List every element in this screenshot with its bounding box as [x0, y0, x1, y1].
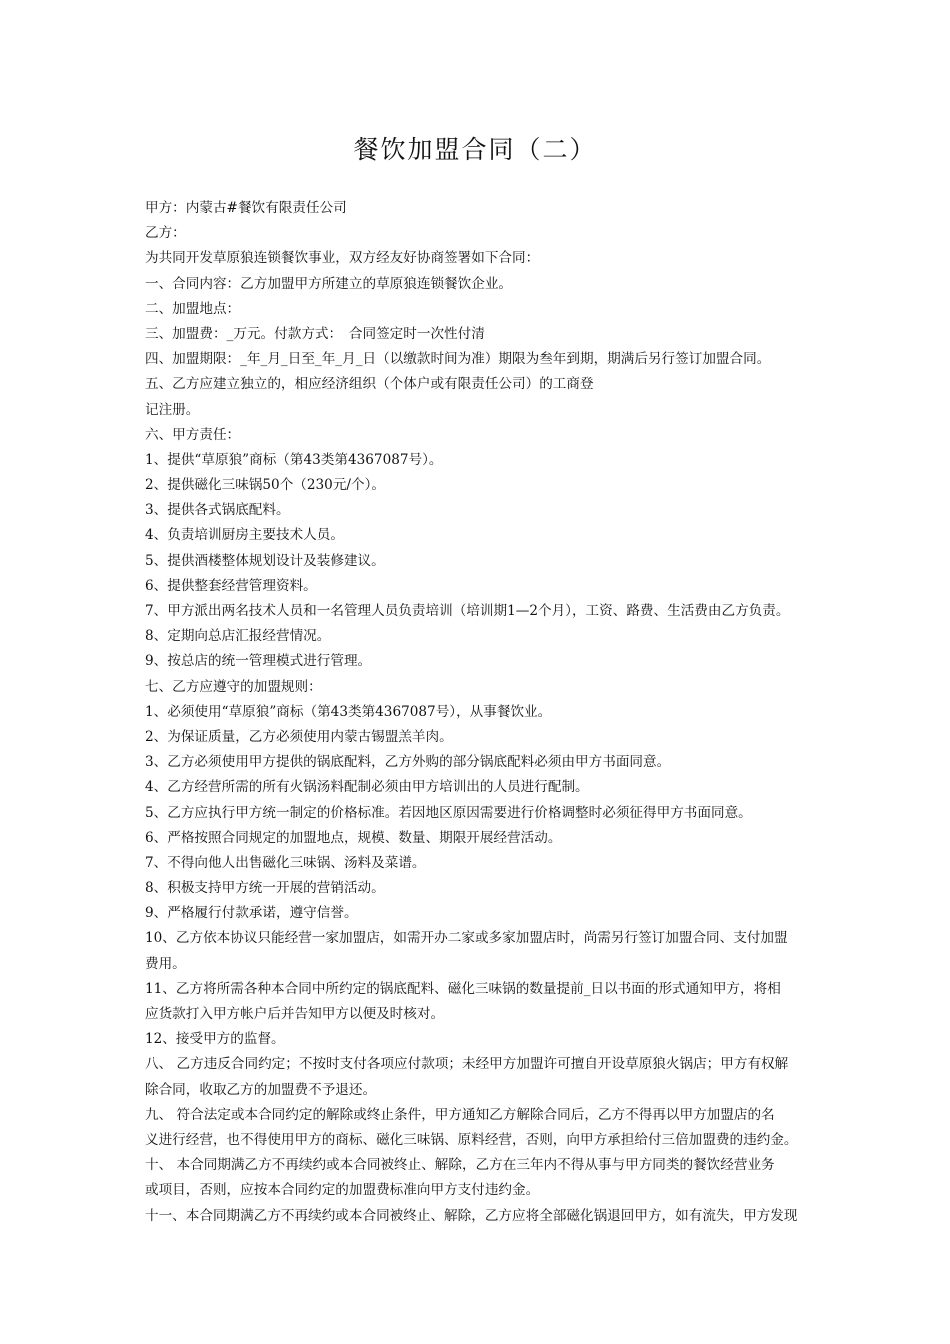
text-line: 为共同开发草原狼连锁餐饮事业，双方经友好协商签署如下合同：: [145, 250, 540, 267]
text-line: 甲方：内蒙古#餐饮有限责任公司: [145, 200, 347, 216]
text-line: 一、合同内容：乙方加盟甲方所建立的草原狼连锁餐饮企业。: [145, 275, 513, 292]
text-line: 2、为保证质量，乙方必须使用内蒙古锡盟羔羊肉。: [145, 728, 453, 745]
text-line: 乙方：: [145, 225, 186, 242]
text-line: 费用。: [145, 955, 186, 972]
text-line: 8、定期向总店汇报经营情况。: [145, 628, 331, 645]
text-line: 4、乙方经营所需的所有火锅汤料配制必须由甲方培训出的人员进行配制。: [145, 779, 589, 796]
text-line: 九、 符合法定或本合同约定的解除或终止条件，甲方通知乙方解除合同后，乙方不得再以甲方加盟店的名: [145, 1106, 775, 1123]
text-line: 除合同，收取乙方的加盟费不予退还。: [145, 1081, 377, 1098]
text-line: 4、负责培训厨房主要技术人员。: [145, 527, 344, 544]
text-line: 五、乙方应建立独立的，相应经济组织（个体户或有限责任公司）的工商登: [145, 376, 594, 393]
text-line: 9、按总店的统一管理模式进行管理。: [145, 653, 372, 670]
text-line: 12、接受甲方的监督。: [145, 1031, 285, 1048]
text-line: 三、加盟费：_万元。付款方式： 合同签定时一次性付清: [145, 325, 485, 342]
text-line: 5、提供酒楼整体规划设计及装修建议。: [145, 552, 385, 569]
document-title: 餐饮加盟合同（二）: [353, 135, 597, 164]
text-line: 四、加盟期限：_年_月_日至_年_月_日（以缴款时间为准）期限为叁年到期，期满后另行签订加盟合同。: [145, 351, 771, 368]
text-line: 2、提供磁化三味锅50个（230元/个）。: [145, 477, 385, 494]
text-line: 10、乙方依本协议只能经营一家加盟店，如需开办二家或多家加盟店时，尚需另行签订加盟合同、支付加盟: [145, 930, 788, 947]
document-body: [145, 196, 810, 1229]
text-line: 1、提供“草原狼”商标（第43类第4367087号）。: [145, 451, 443, 468]
text-line: 义进行经营，也不得使用甲方的商标、磁化三味锅、原料经营，否则，向甲方承担给付三倍加盟费的违约金。: [145, 1131, 798, 1148]
text-line: 应货款打入甲方帐户后并告知甲方以便及时核对。: [145, 1006, 445, 1022]
text-line: 7、不得向他人出售磁化三味锅、汤料及菜谱。: [145, 854, 426, 871]
text-line: 1、必须使用“草原狼”商标（第43类第4367087号），从事餐饮业。: [145, 703, 552, 720]
text-line: 11、乙方将所需各种本合同中所约定的锅底配料、磁化三味锅的数量提前_日以书面的形式通知甲方，将相: [145, 980, 781, 997]
text-line: 7、甲方派出两名技术人员和一名管理人员负责培训（培训期1—2个月），工资、路费、生活费由乙方负责。: [145, 603, 790, 619]
text-line: 十一、本合同期满乙方不再续约或本合同被终止、解除，乙方应将全部磁化锅退回甲方，如有流失，甲方发现: [145, 1207, 798, 1224]
text-line: 6、提供整套经营管理资料。: [145, 577, 317, 594]
text-line: 六、甲方责任：: [145, 426, 241, 443]
text-line: 6、严格按照合同规定的加盟地点，规模、数量、期限开展经营活动。: [145, 829, 562, 846]
text-line: 或项目，否则，应按本合同约定的加盟费标准向甲方支付违约金。: [145, 1182, 540, 1199]
text-line: 七、乙方应遵守的加盟规则：: [145, 678, 322, 695]
text-line: 8、积极支持甲方统一开展的营销活动。: [145, 880, 385, 897]
text-line: 记注册。: [145, 401, 200, 418]
text-line: 3、乙方必须使用甲方提供的锅底配料，乙方外购的部分锅底配料必须由甲方书面同意。: [145, 754, 671, 771]
text-line: 二、加盟地点：: [145, 300, 241, 317]
text-line: 5、乙方应执行甲方统一制定的价格标准。若因地区原因需要进行价格调整时必须征得甲方书面同意。: [145, 804, 752, 821]
text-line: 八、 乙方违反合同约定；不按时支付各项应付款项；未经甲方加盟许可擅自开设草原狼火锅店；甲方有权解: [145, 1056, 789, 1073]
text-line: 3、提供各式锅底配料。: [145, 502, 290, 519]
text-line: 9、严格履行付款承诺，遵守信誉。: [145, 905, 358, 922]
text-line: 十、 本合同期满乙方不再续约或本合同被终止、解除，乙方在三年内不得从事与甲方同类的餐饮经营业务: [145, 1157, 775, 1174]
